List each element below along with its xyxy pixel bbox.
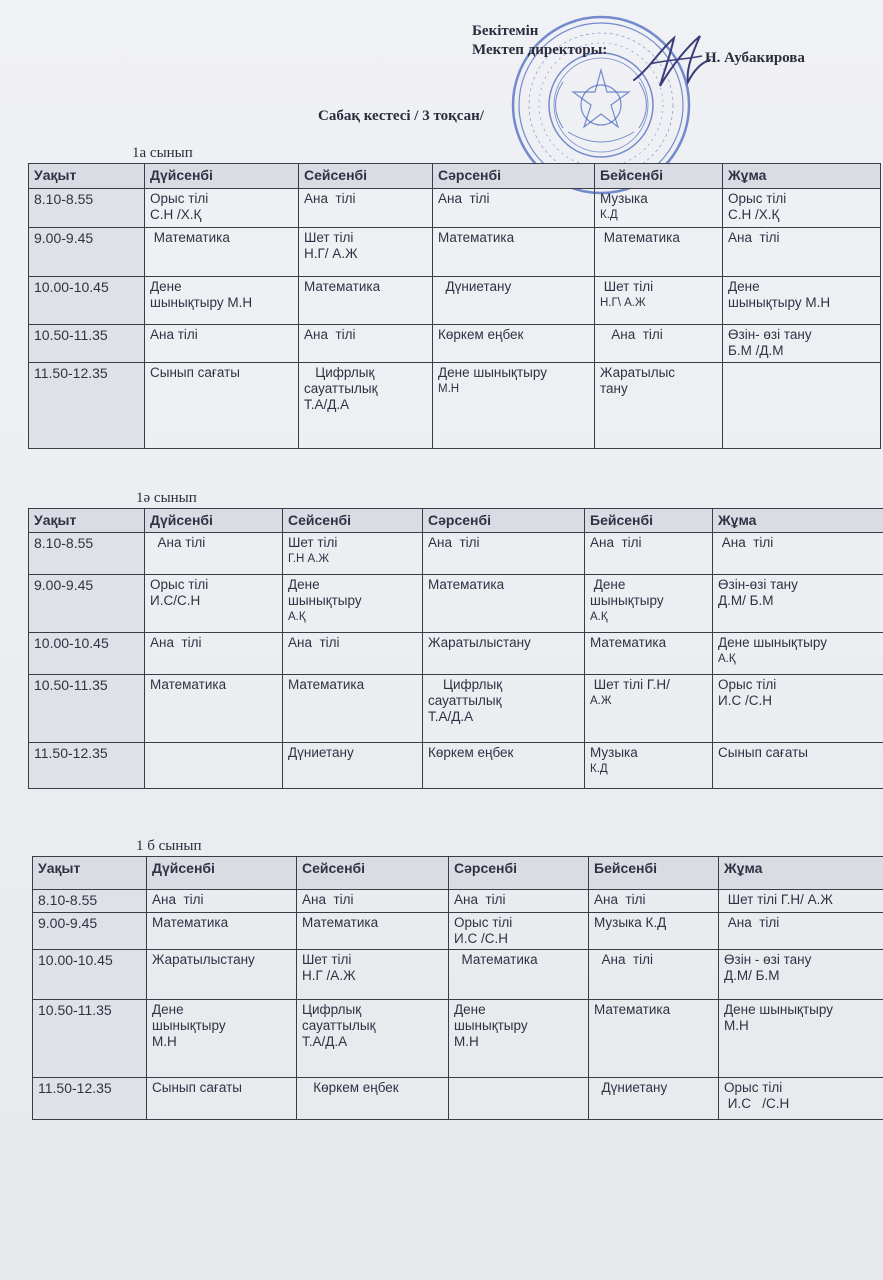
lesson-text: Ана тілі bbox=[594, 952, 654, 967]
lesson-text: Математика bbox=[454, 952, 538, 967]
lesson-text: Н.Г /А.Ж bbox=[302, 968, 356, 983]
lesson-text: Дене шынықтыру bbox=[724, 1002, 833, 1017]
table-row bbox=[33, 1000, 883, 1078]
lesson-cell bbox=[145, 363, 299, 449]
table-row bbox=[29, 533, 883, 575]
table-row bbox=[29, 743, 883, 789]
table-row bbox=[29, 675, 883, 743]
lesson-text: И.С /С.Н bbox=[724, 1096, 790, 1111]
table-row bbox=[29, 363, 881, 449]
column-header: Бейсенбі bbox=[595, 164, 723, 189]
lesson-cell bbox=[297, 913, 449, 950]
table-row bbox=[29, 633, 883, 675]
time-cell: 11.50-12.35 bbox=[29, 743, 145, 789]
lesson-cell bbox=[719, 1000, 883, 1078]
table-row bbox=[29, 277, 881, 325]
lesson-text: Ана тілі bbox=[600, 327, 663, 342]
lesson-text: шынықтыру М.Н bbox=[150, 295, 253, 310]
lesson-text: Цифрлық bbox=[304, 365, 375, 380]
lesson-cell bbox=[283, 533, 423, 575]
lesson-cell bbox=[147, 1078, 297, 1120]
column-header: Сәрсенбі bbox=[449, 857, 589, 890]
lesson-text: Н.Г/ А.Ж bbox=[304, 246, 358, 261]
lesson-cell bbox=[719, 890, 883, 913]
lesson-text: Ана тілі bbox=[150, 535, 206, 550]
lesson-text: Дүниетану bbox=[438, 279, 512, 294]
lesson-cell bbox=[719, 950, 883, 1000]
lesson-cell bbox=[723, 228, 881, 277]
lesson-text: Ана тілі bbox=[152, 892, 204, 907]
lesson-text: Математика bbox=[600, 230, 680, 245]
time-cell: 9.00-9.45 bbox=[29, 575, 145, 633]
lesson-cell bbox=[449, 913, 589, 950]
lesson-text: Шет тілі Г.Н/ А.Ж bbox=[724, 892, 833, 907]
lesson-cell bbox=[713, 743, 883, 789]
lesson-text: М.Н bbox=[724, 1018, 749, 1033]
column-header: Дүйсенбі bbox=[147, 857, 297, 890]
lesson-text: Ана тілі bbox=[718, 535, 774, 550]
lesson-text: Ана тілі bbox=[728, 230, 780, 245]
lesson-text: Ана тілі bbox=[304, 327, 356, 342]
lesson-text: Сынып сағаты bbox=[718, 745, 808, 760]
lesson-cell bbox=[433, 277, 595, 325]
table-row bbox=[29, 189, 881, 228]
lesson-cell bbox=[449, 890, 589, 913]
lesson-text: шынықтыру bbox=[454, 1018, 528, 1033]
lesson-text: Математика bbox=[428, 577, 505, 592]
lesson-text: И.С /С.Н bbox=[718, 693, 772, 708]
lesson-cell bbox=[145, 633, 283, 675]
table-header-row bbox=[29, 509, 883, 533]
lesson-cell bbox=[147, 890, 297, 913]
lesson-cell bbox=[147, 950, 297, 1000]
lesson-text: Жаратылыс bbox=[600, 365, 676, 380]
lesson-text: С.Н /Х.Қ bbox=[150, 207, 202, 222]
lesson-text: шынықтыру М.Н bbox=[728, 295, 831, 310]
time-cell: 8.10-8.55 bbox=[29, 189, 145, 228]
lesson-text: Математика bbox=[288, 677, 365, 692]
page-title: Сабақ кестесі / 3 тоқсан/ bbox=[318, 108, 484, 124]
lesson-cell bbox=[299, 228, 433, 277]
approval-block bbox=[472, 22, 872, 66]
lesson-text: Ана тілі bbox=[428, 535, 480, 550]
column-header: Бейсенбі bbox=[585, 509, 713, 533]
lesson-text: Шет тілі Г.Н/ bbox=[590, 677, 670, 692]
lesson-text: Шет тілі bbox=[600, 279, 654, 294]
lesson-text: Ана тілі bbox=[288, 635, 340, 650]
lesson-cell bbox=[297, 1000, 449, 1078]
lesson-text: М.Н bbox=[454, 1034, 479, 1049]
lesson-text: Көркем еңбек bbox=[438, 327, 524, 342]
lesson-text: Н.Г\ А.Ж bbox=[600, 297, 646, 309]
lesson-text: Т.А/Д.А bbox=[428, 709, 474, 724]
lesson-cell bbox=[589, 890, 719, 913]
lesson-cell bbox=[585, 675, 713, 743]
column-header: Сейсенбі bbox=[299, 164, 433, 189]
lesson-cell bbox=[585, 743, 713, 789]
column-header: Сәрсенбі bbox=[423, 509, 585, 533]
lesson-text: К.Д bbox=[600, 209, 618, 221]
lesson-text: Көркем еңбек bbox=[302, 1080, 399, 1095]
lesson-cell bbox=[595, 325, 723, 363]
lesson-cell bbox=[585, 633, 713, 675]
lesson-text: Дене шынықтыру bbox=[438, 365, 547, 380]
lesson-text: Ана тілі bbox=[150, 327, 198, 342]
schedule-table-1ae bbox=[28, 508, 883, 789]
lesson-cell bbox=[595, 189, 723, 228]
class-label-1b: 1 б сынып bbox=[136, 838, 202, 854]
lesson-text: Жаратылыстану bbox=[152, 952, 255, 967]
lesson-text: сауаттылық bbox=[304, 381, 378, 396]
column-header: Дүйсенбі bbox=[145, 164, 299, 189]
time-cell: 10.50-11.35 bbox=[29, 325, 145, 363]
column-header: Уақыт bbox=[29, 509, 145, 533]
lesson-cell bbox=[145, 743, 283, 789]
time-cell: 10.00-10.45 bbox=[29, 277, 145, 325]
lesson-text: Музыка К.Д bbox=[594, 915, 667, 930]
lesson-text: Шет тілі bbox=[302, 952, 352, 967]
lesson-cell bbox=[299, 189, 433, 228]
lesson-text: Ана тілі bbox=[454, 892, 506, 907]
lesson-text: Өзін- өзі тану bbox=[728, 327, 812, 342]
schedule-table-1b bbox=[32, 856, 883, 1120]
lesson-text: Шет тілі bbox=[304, 230, 354, 245]
lesson-cell bbox=[423, 575, 585, 633]
lesson-text: Дене шынықтыру bbox=[718, 635, 827, 650]
lesson-cell bbox=[433, 325, 595, 363]
lesson-text: Өзін - өзі тану bbox=[724, 952, 812, 967]
lesson-text: Д.М/ Б.М bbox=[718, 593, 774, 608]
lesson-text: Цифрлық bbox=[302, 1002, 362, 1017]
lesson-text: Б.М /Д.М bbox=[728, 343, 784, 358]
lesson-text: тану bbox=[600, 381, 628, 396]
time-cell: 10.00-10.45 bbox=[29, 633, 145, 675]
lesson-cell bbox=[589, 1078, 719, 1120]
column-header: Сәрсенбі bbox=[433, 164, 595, 189]
lesson-text: сауаттылық bbox=[302, 1018, 376, 1033]
lesson-cell bbox=[595, 363, 723, 449]
lesson-cell bbox=[589, 950, 719, 1000]
lesson-cell bbox=[299, 277, 433, 325]
lesson-text: М.Н bbox=[438, 383, 460, 395]
time-cell: 10.50-11.35 bbox=[29, 675, 145, 743]
lesson-cell bbox=[585, 575, 713, 633]
lesson-text: Цифрлық bbox=[428, 677, 503, 692]
schedule-table-1a bbox=[28, 163, 881, 449]
lesson-text: А.Ж bbox=[590, 695, 612, 707]
lesson-text: А.Қ bbox=[590, 611, 608, 623]
time-cell: 9.00-9.45 bbox=[33, 913, 147, 950]
lesson-text: Математика bbox=[304, 279, 381, 294]
lesson-cell bbox=[585, 533, 713, 575]
time-cell: 9.00-9.45 bbox=[29, 228, 145, 277]
lesson-cell bbox=[433, 189, 595, 228]
lesson-cell bbox=[283, 633, 423, 675]
lesson-cell bbox=[423, 743, 585, 789]
lesson-text: сауаттылық bbox=[428, 693, 502, 708]
lesson-text: Орыс тілі bbox=[728, 191, 787, 206]
lesson-text: Орыс тілі bbox=[150, 577, 209, 592]
table-row bbox=[29, 575, 883, 633]
time-cell: 10.50-11.35 bbox=[33, 1000, 147, 1078]
lesson-cell bbox=[297, 950, 449, 1000]
lesson-text: Орыс тілі bbox=[150, 191, 209, 206]
approve-label: Бекітемін bbox=[472, 23, 539, 39]
lesson-cell bbox=[147, 913, 297, 950]
lesson-cell bbox=[723, 189, 881, 228]
lesson-cell bbox=[433, 228, 595, 277]
lesson-text: Д.М/ Б.М bbox=[724, 968, 780, 983]
lesson-text: Шет тілі bbox=[288, 535, 338, 550]
lesson-text: Т.А/Д.А bbox=[304, 397, 350, 412]
lesson-text: Ана тілі bbox=[150, 635, 202, 650]
column-header: Бейсенбі bbox=[589, 857, 719, 890]
column-header: Дүйсенбі bbox=[145, 509, 283, 533]
table-row bbox=[33, 1078, 883, 1120]
lesson-cell bbox=[723, 325, 881, 363]
lesson-cell bbox=[283, 743, 423, 789]
table-row bbox=[33, 913, 883, 950]
lesson-cell bbox=[423, 633, 585, 675]
lesson-cell bbox=[145, 228, 299, 277]
lesson-text: Ана тілі bbox=[304, 191, 356, 206]
lesson-cell bbox=[145, 675, 283, 743]
table-row bbox=[33, 890, 883, 913]
lesson-text: Т.А/Д.А bbox=[302, 1034, 348, 1049]
lesson-cell bbox=[449, 950, 589, 1000]
lesson-text: Сынып сағаты bbox=[150, 365, 240, 380]
class-label-1ae: 1ә сынып bbox=[136, 490, 197, 506]
time-cell: 10.00-10.45 bbox=[33, 950, 147, 1000]
lesson-cell bbox=[713, 675, 883, 743]
lesson-text: Дене bbox=[590, 577, 626, 592]
lesson-text: Орыс тілі bbox=[454, 915, 513, 930]
time-cell: 11.50-12.35 bbox=[29, 363, 145, 449]
lesson-text: Ана тілі bbox=[438, 191, 490, 206]
lesson-text: шынықтыру bbox=[288, 593, 362, 608]
lesson-cell bbox=[297, 890, 449, 913]
lesson-text: Дене bbox=[152, 1002, 184, 1017]
lesson-text: Орыс тілі bbox=[718, 677, 777, 692]
lesson-cell bbox=[145, 325, 299, 363]
lesson-cell bbox=[723, 277, 881, 325]
lesson-text: Өзін-өзі тану bbox=[718, 577, 798, 592]
lesson-text: Сынып сағаты bbox=[152, 1080, 242, 1095]
column-header: Жұма bbox=[723, 164, 881, 189]
column-header: Уақыт bbox=[29, 164, 145, 189]
director-name: Н. Аубакирова bbox=[705, 50, 805, 66]
lesson-cell bbox=[299, 363, 433, 449]
director-title: Мектеп директоры: bbox=[472, 42, 608, 58]
lesson-text: Математика bbox=[590, 635, 667, 650]
lesson-cell bbox=[145, 277, 299, 325]
table-row bbox=[29, 228, 881, 277]
lesson-text: И.С /С.Н bbox=[454, 931, 508, 946]
lesson-cell bbox=[589, 913, 719, 950]
lesson-cell bbox=[145, 533, 283, 575]
table-row bbox=[33, 950, 883, 1000]
lesson-cell bbox=[297, 1078, 449, 1120]
lesson-text: Математика bbox=[150, 230, 230, 245]
lesson-text: Математика bbox=[150, 677, 227, 692]
lesson-cell bbox=[589, 1000, 719, 1078]
column-header: Сейсенбі bbox=[297, 857, 449, 890]
lesson-text: Дене bbox=[150, 279, 182, 294]
lesson-text: Математика bbox=[302, 915, 379, 930]
lesson-text: М.Н bbox=[152, 1034, 177, 1049]
lesson-text: А.Қ bbox=[288, 611, 306, 623]
column-header: Жұма bbox=[713, 509, 883, 533]
lesson-cell bbox=[433, 363, 595, 449]
lesson-text: Ана тілі bbox=[724, 915, 780, 930]
column-header: Жұма bbox=[719, 857, 883, 890]
lesson-cell bbox=[719, 1078, 883, 1120]
lesson-text: Дүниетану bbox=[594, 1080, 668, 1095]
lesson-text: А.Қ bbox=[718, 653, 736, 665]
lesson-text: Музыка bbox=[590, 745, 638, 760]
lesson-text: Математика bbox=[152, 915, 229, 930]
time-cell: 8.10-8.55 bbox=[33, 890, 147, 913]
lesson-text: Орыс тілі bbox=[724, 1080, 783, 1095]
lesson-text: Жаратылыстану bbox=[428, 635, 531, 650]
lesson-cell bbox=[283, 575, 423, 633]
lesson-cell bbox=[299, 325, 433, 363]
lesson-text: Ана тілі bbox=[302, 892, 354, 907]
lesson-text: шынықтыру bbox=[152, 1018, 226, 1033]
lesson-cell bbox=[145, 575, 283, 633]
lesson-text: шынықтыру bbox=[590, 593, 664, 608]
lesson-cell bbox=[423, 533, 585, 575]
lesson-text: Г.Н А.Ж bbox=[288, 553, 330, 565]
lesson-text: Ана тілі bbox=[594, 892, 646, 907]
time-cell: 11.50-12.35 bbox=[33, 1078, 147, 1120]
lesson-cell bbox=[449, 1000, 589, 1078]
lesson-cell bbox=[145, 189, 299, 228]
lesson-text: Дүниетану bbox=[288, 745, 354, 760]
lesson-text: Математика bbox=[438, 230, 515, 245]
lesson-text: Музыка bbox=[600, 191, 648, 206]
lesson-cell bbox=[713, 533, 883, 575]
lesson-cell bbox=[147, 1000, 297, 1078]
time-cell: 8.10-8.55 bbox=[29, 533, 145, 575]
class-label-1a: 1а сынып bbox=[132, 145, 193, 161]
lesson-text: Дене bbox=[288, 577, 320, 592]
lesson-text: Математика bbox=[594, 1002, 671, 1017]
table-row bbox=[29, 325, 881, 363]
lesson-cell bbox=[723, 363, 881, 449]
column-header: Уақыт bbox=[33, 857, 147, 890]
lesson-text: К.Д bbox=[590, 763, 608, 775]
lesson-cell bbox=[713, 575, 883, 633]
table-header-row bbox=[29, 164, 881, 189]
lesson-text: С.Н /Х.Қ bbox=[728, 207, 780, 222]
lesson-cell bbox=[595, 277, 723, 325]
lesson-text: Көркем еңбек bbox=[428, 745, 514, 760]
lesson-cell bbox=[719, 913, 883, 950]
lesson-cell bbox=[449, 1078, 589, 1120]
lesson-text: И.С/С.Н bbox=[150, 593, 201, 608]
lesson-cell bbox=[713, 633, 883, 675]
lesson-cell bbox=[423, 675, 585, 743]
lesson-text: Дене bbox=[454, 1002, 486, 1017]
column-header: Сейсенбі bbox=[283, 509, 423, 533]
table-header-row bbox=[33, 857, 883, 890]
lesson-text: Ана тілі bbox=[590, 535, 642, 550]
lesson-cell bbox=[595, 228, 723, 277]
lesson-text: Дене bbox=[728, 279, 760, 294]
lesson-cell bbox=[283, 675, 423, 743]
